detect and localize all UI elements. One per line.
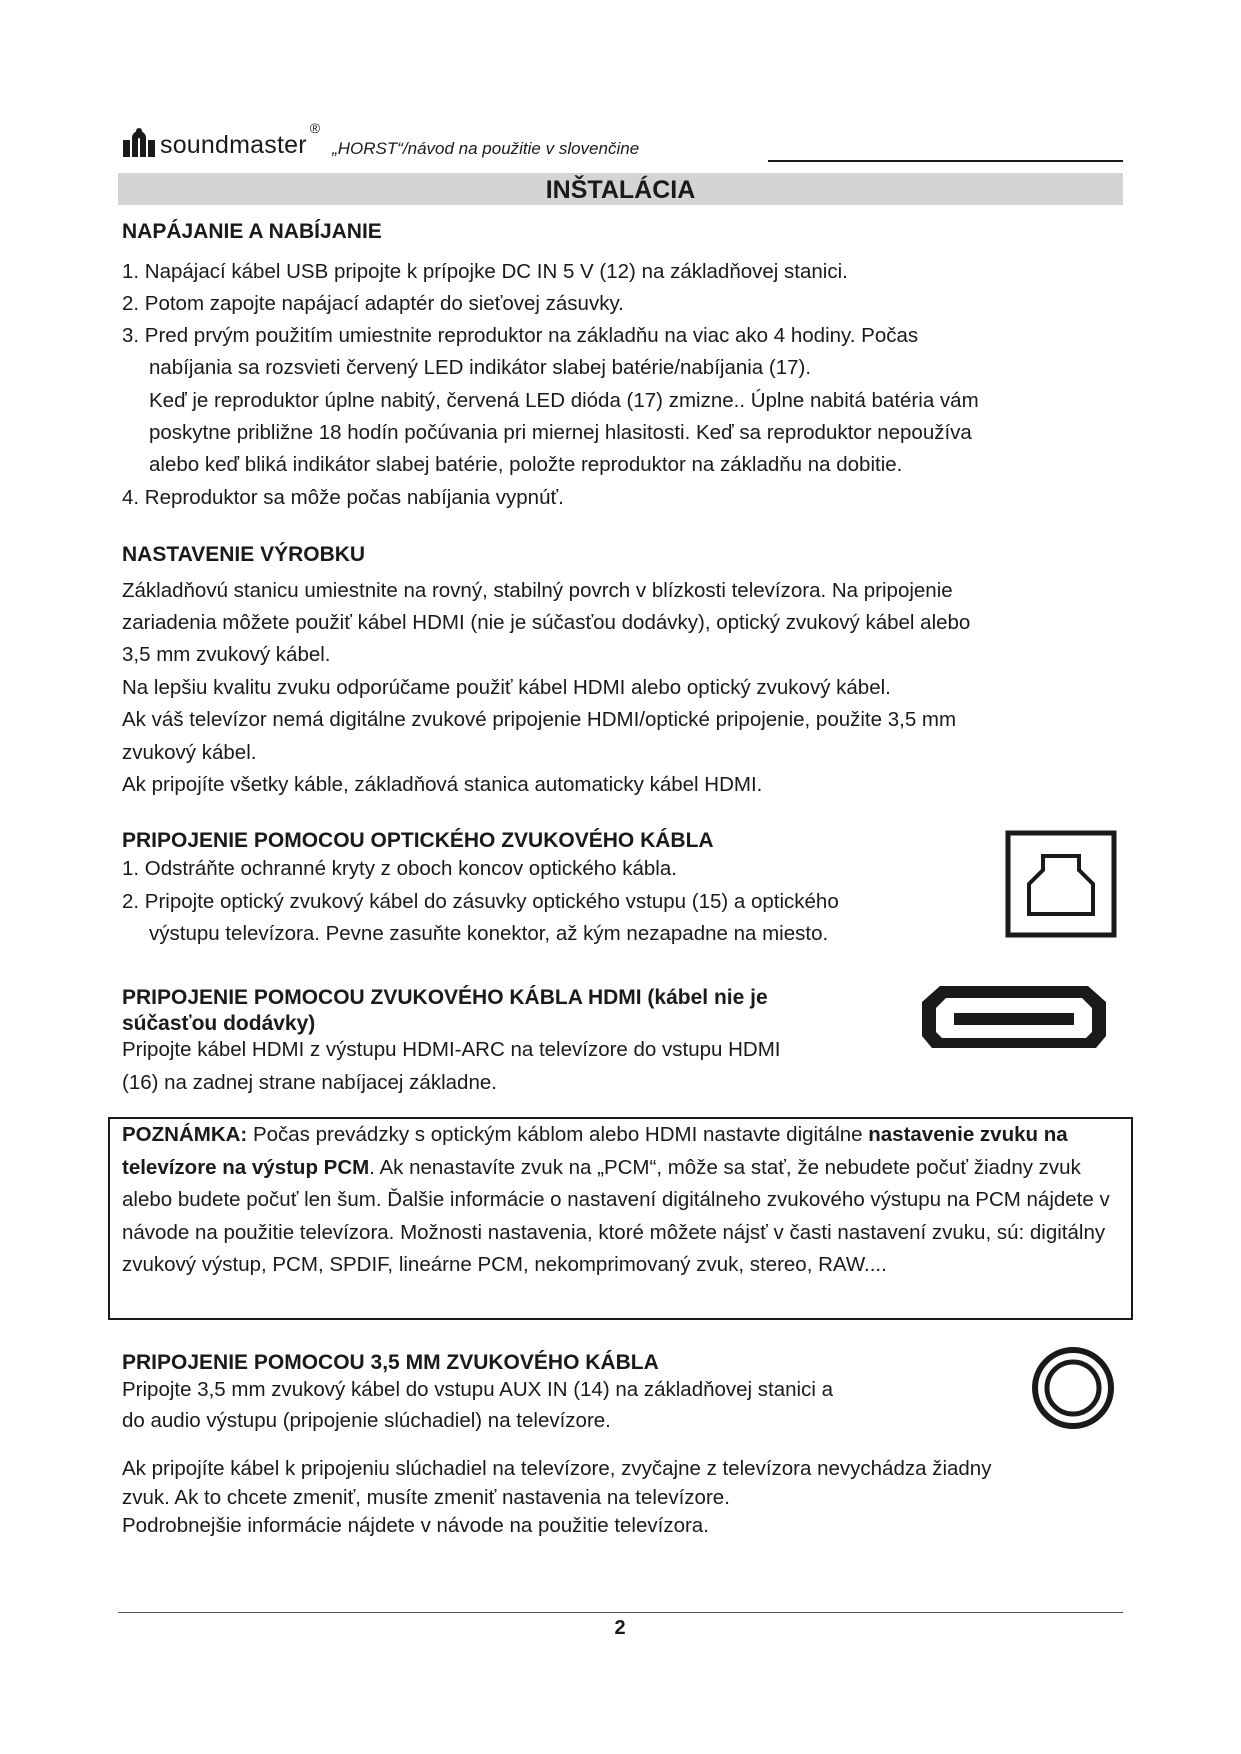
optical-line: 2. Pripojte optický zvukový kábel do zásuvky optického vstupu (15) a optického [122, 890, 839, 913]
document-subtitle: „HORST“/návod na použitie v slovenčine [332, 139, 640, 158]
note-emphasis: nastavenie zvuku na televízore na výstup PCM [122, 1123, 1068, 1179]
setup-line: Ak váš televízor nemá digitálne zvukové pripojenie HDMI/optické pripojenie, použite 3,5 mm [122, 708, 957, 731]
power-heading: NAPÁJANIE A NABÍJANIE [122, 220, 382, 243]
optical-line: 1. Odstráňte ochranné kryty z oboch koncov optického kábla. [122, 857, 677, 880]
soundmaster-logo-icon [122, 128, 156, 158]
aux-jack-icon [1030, 1345, 1116, 1431]
note-label: POZNÁMKA: [122, 1123, 248, 1146]
optical-heading: PRIPOJENIE POMOCOU OPTICKÉHO ZVUKOVÉHO KÁBLA [122, 829, 714, 852]
setup-line: Základňovú stanicu umiestnite na rovný, stabilný povrch v blízkosti televízora. Na pripojenie [122, 579, 953, 602]
setup-line: Ak pripojíte všetky káble, základňová stanica automaticky kábel HDMI. [122, 773, 763, 796]
power-line: 2. Potom zapojte napájací adaptér do sieťovej zásuvky. [122, 292, 624, 315]
note-box [108, 1117, 1133, 1320]
aux-line: do audio výstupu (pripojenie slúchadiel) na televízore. [122, 1409, 611, 1432]
page-title: INŠTALÁCIA [545, 176, 696, 204]
aux-line: Pripojte 3,5 mm zvukový kábel do vstupu AUX IN (14) na základňovej stanici a [122, 1378, 834, 1401]
power-line: nabíjania sa rozsvieti červený LED indikátor slabej batérie/nabíjania (17). [149, 356, 812, 379]
hdmi-line: (16) na zadnej strane nabíjacej základne. [122, 1071, 497, 1094]
power-line: 3. Pred prvým použitím umiestnite reproduktor na základňu na viac ako 4 hodiny. Počas [122, 324, 919, 347]
power-line: 4. Reproduktor sa môže počas nabíjania vypnúť. [122, 486, 564, 509]
power-line: 1. Napájací kábel USB pripojte k prípojke DC IN 5 V (12) na základňovej stanici. [122, 260, 848, 283]
setup-line: Na lepšiu kvalitu zvuku odporúčame použiť kábel HDMI alebo optický zvukový kábel. [122, 676, 891, 699]
page-number: 2 [614, 1617, 626, 1639]
registered-mark: ® [309, 120, 321, 136]
aux-extra-line: Podrobnejšie informácie nájdete v návode na použitie televízora. [122, 1514, 709, 1537]
optical-port-icon [1005, 830, 1117, 938]
title-bar [118, 173, 1123, 205]
hdmi-heading-cont: súčasťou dodávky) [122, 1012, 316, 1035]
aux-extra-line: zvuk. Ak to chcete zmeniť, musíte zmeniť nastavenia na televízore. [122, 1486, 730, 1509]
power-line: Keď je reproduktor úplne nabitý, červená LED dióda (17) zmizne.. Úplne nabitá batéria vám [149, 389, 979, 412]
setup-line: 3,5 mm zvukový kábel. [122, 643, 331, 666]
setup-line: zariadenia môžete použiť kábel HDMI (nie je súčasťou dodávky), optický zvukový kábel alebo [122, 611, 971, 634]
note-text-part: . Ak nenastavíte zvuk na „PCM“, môže sa stať, že nebudete počuť žiadny zvuk alebo budete počuť len šum. Ďalšie informácie o nastavení digitálneho zvukového výstupu na PCM nájdete v návode na použitie televízora. Možnosti nastavenia, ktoré môžete nájsť v časti nastavení zvuku, sú: digitálny zvukový výstup, PCM, SPDIF, lineárne PCM, nekomprimovaný zvuk, stereo, RAW.... [122, 1155, 1110, 1276]
footer-rule [118, 1612, 1123, 1613]
note-text-part: Počas prevádzky s optickým káblom alebo HDMI nastavte digitálne [247, 1123, 869, 1146]
optical-line: výstupu televízora. Pevne zasuňte konektor, až kým nezapadne na miesto. [149, 922, 829, 945]
setup-line: zvukový kábel. [122, 741, 257, 764]
setup-heading: NASTAVENIE VÝROBKU [122, 543, 366, 566]
aux-heading: PRIPOJENIE POMOCOU 3,5 MM ZVUKOVÉHO KÁBLA [122, 1351, 659, 1374]
note-text [122, 1119, 1122, 1282]
brand-name: soundmaster [160, 131, 307, 159]
hdmi-heading: PRIPOJENIE POMOCOU ZVUKOVÉHO KÁBLA HDMI (kábel nie je [122, 986, 768, 1009]
power-line: poskytne približne 18 hodín počúvania pri miernej hlasitosti. Keď sa reproduktor nepoužíva [149, 421, 972, 444]
hdmi-line: Pripojte kábel HDMI z výstupu HDMI-ARC na televízore do vstupu HDMI [122, 1038, 781, 1061]
header-rule [768, 160, 1123, 162]
hdmi-port-icon [918, 982, 1110, 1052]
header [122, 120, 640, 159]
power-line: alebo keď bliká indikátor slabej batérie, položte reproduktor na základňu na dobitie. [149, 453, 903, 476]
aux-extra-line: Ak pripojíte kábel k pripojeniu slúchadiel na televízore, zvyčajne z televízora nevychádza žiadny [122, 1457, 992, 1480]
